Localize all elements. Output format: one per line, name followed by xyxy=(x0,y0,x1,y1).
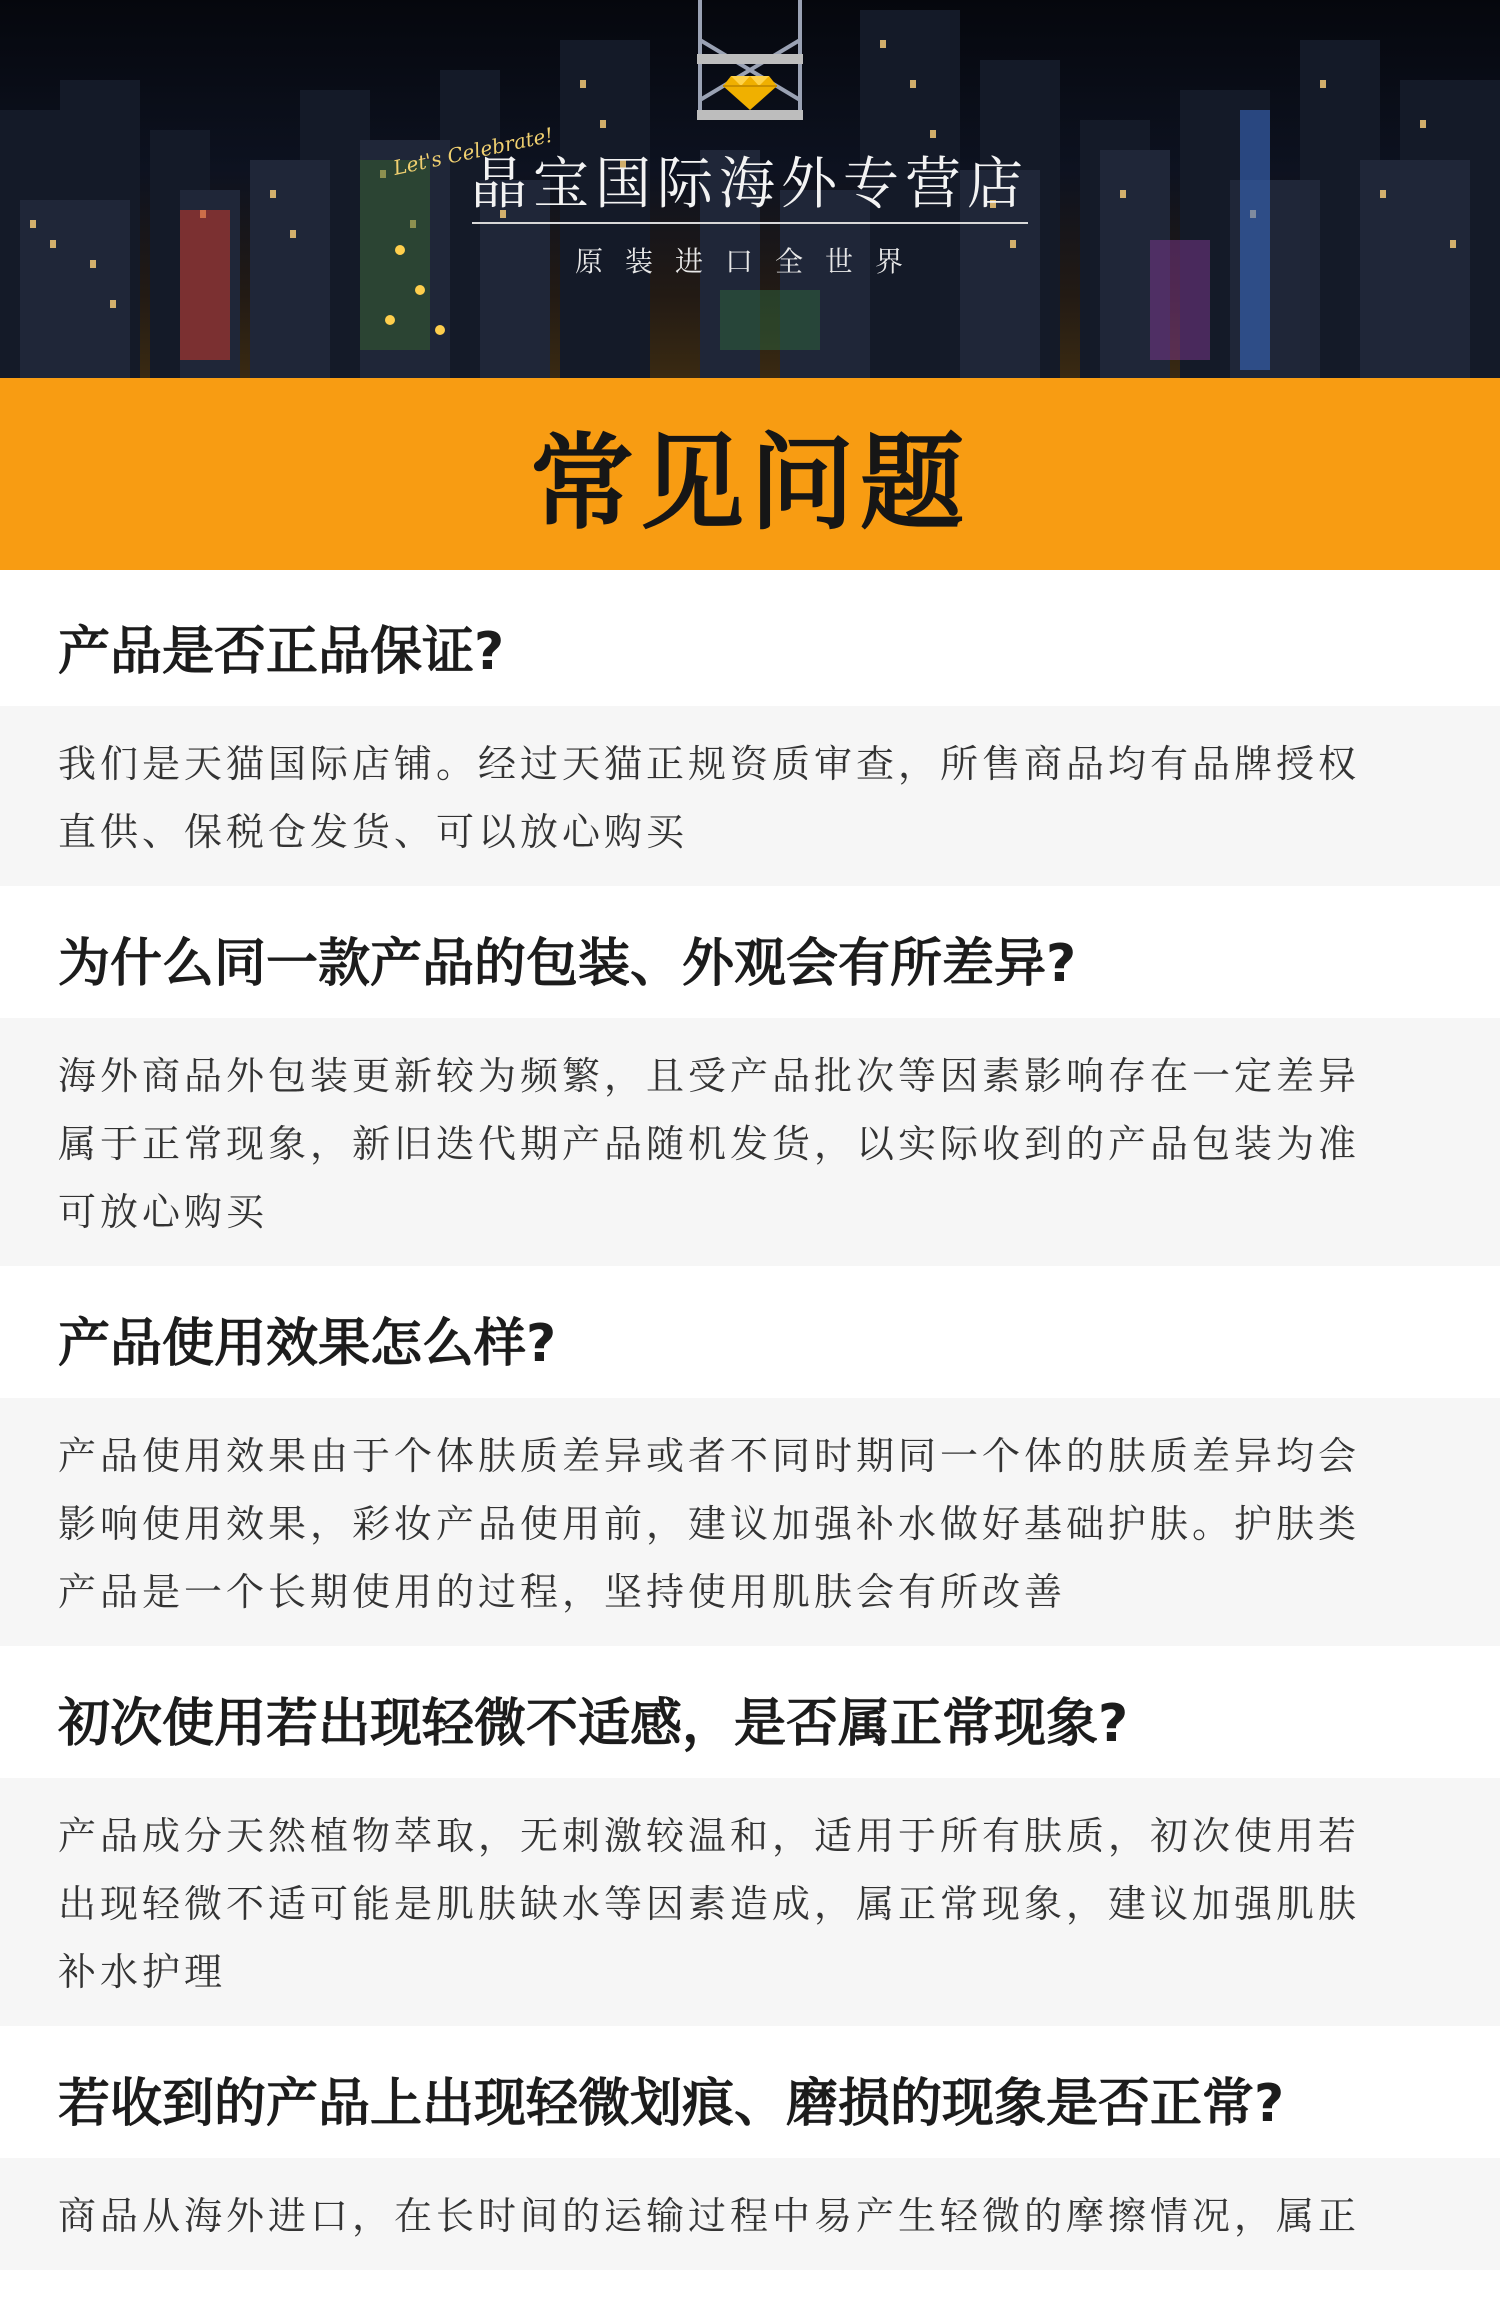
divider xyxy=(472,222,1028,224)
faq-question: 产品使用效果怎么样? xyxy=(58,1314,557,1374)
brand-block xyxy=(0,0,1500,378)
faq-answer xyxy=(0,1018,1500,1266)
faq-answer-line: 商品从海外进口，在长时间的运输过程中易产生轻微的摩擦情况，属正 xyxy=(58,2194,1361,2238)
faq-question: 若收到的产品上出现轻微划痕、磨损的现象是否正常? xyxy=(58,2074,1285,2134)
faq-question: 产品是否正品保证? xyxy=(58,622,505,682)
faq-answer-line: 我们是天猫国际店铺。经过天猫正规资质审查，所售商品均有品牌授权 xyxy=(58,742,1361,786)
faq-answer-line: 影响使用效果，彩妆产品使用前，建议加强补水做好基础护肤。护肤类 xyxy=(58,1502,1361,1546)
faq-answer-line: 海外商品外包装更新较为频繁，且受产品批次等因素影响存在一定差异 xyxy=(58,1054,1361,1098)
store-banner xyxy=(0,0,1500,378)
faq-question: 初次使用若出现轻微不适感，是否属正常现象? xyxy=(58,1694,1129,1754)
faq-item xyxy=(0,570,1500,886)
store-slogan: 原装进口全世界 xyxy=(574,245,925,278)
faq-item xyxy=(0,1646,1500,2026)
faq-answer-line: 出现轻微不适可能是肌肤缺水等因素造成，属正常现象，建议加强肌肤 xyxy=(58,1882,1361,1926)
diamond-icon xyxy=(697,54,803,120)
store-name: 晶宝国际海外专营店 xyxy=(471,152,1029,217)
faq-answer xyxy=(0,1778,1500,2026)
page-title: 常见问题 xyxy=(529,422,970,544)
faq-answer-line: 属于正常现象，新旧迭代期产品随机发货，以实际收到的产品包装为准 xyxy=(58,1122,1361,1166)
faq-answer-line: 产品成分天然植物萃取，无刺激较温和，适用于所有肤质，初次使用若 xyxy=(58,1814,1361,1858)
faq-item xyxy=(0,2026,1500,2270)
faq-answer-line: 产品是一个长期使用的过程，坚持使用肌肤会有所改善 xyxy=(58,1570,1067,1614)
faq-answer xyxy=(0,1398,1500,1646)
faq-item xyxy=(0,1266,1500,1646)
sign-lets-celebrate: Let's Celebrate! xyxy=(391,122,556,180)
faq-item xyxy=(0,886,1500,1266)
faq-answer xyxy=(0,2158,1500,2270)
faq-list xyxy=(0,570,1500,2270)
title-band xyxy=(0,378,1500,570)
faq-answer-line: 可放心购买 xyxy=(58,1190,269,1234)
faq-answer-line: 直供、保税仓发货、可以放心购买 xyxy=(58,810,689,854)
faq-answer xyxy=(0,706,1500,886)
faq-question: 为什么同一款产品的包装、外观会有所差异? xyxy=(58,934,1077,994)
faq-answer-line: 补水护理 xyxy=(58,1950,227,1994)
faq-answer-line: 产品使用效果由于个体肤质差异或者不同时期同一个体的肤质差异均会 xyxy=(58,1434,1361,1478)
